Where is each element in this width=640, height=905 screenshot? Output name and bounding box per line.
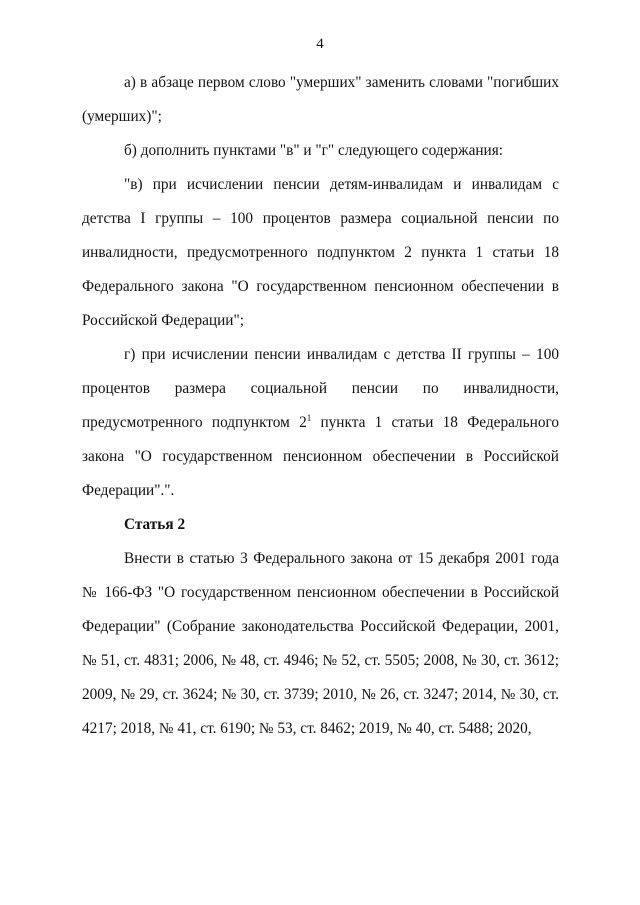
paragraph-v: "в) при исчислении пенсии детям-инвалидам и инвалидам с детства I группы – 100 процентов размера социальной пенсии по инвалидности, предусмотренного подпунктом 2 пункта 1 статьи 18 Федерального закона "О государственном пенсионном обеспечении в Российской Федерации"; [82,176,559,329]
article-heading: Статья 2 [124,516,186,533]
superscript-1: 1 [306,412,312,423]
paragraph-a: а) в абзаце первом слово "умерших" заменить словами "погибших (умерших)"; [82,74,559,125]
paragraph-g-text-1: г) при исчислении пенсии инвалидам с детства II группы – 100 процентов размера социальной пенсии по инвалидности, предусмотренного подпунктом 2 [82,346,559,431]
paragraph-g [82,338,559,508]
article-text: Внести в статью 3 Федерального закона от 15 декабря 2001 года № 166-ФЗ "О государственном пенсионном обеспечении в Российской Федерации" (Собрание законодательства Российской Федерации, 2001, № 51, ст. 4831; 2006, № 48, ст. 4946; № 52, ст. 5505; 2008, № 30, ст. 3612; 2009, № 29, ст. 3624; № 30, ст. 3739; 2010, № 26, ст. 3247; 2014, № 30, ст. 4217; 2018, № 41, ст. 6190; № 53, ст. 8462; 2019, № 40, ст. 5488; 2020, [82,550,559,737]
document-body [82,66,559,746]
paragraph-g-text-2: пункта 1 статьи 18 Федерального закона "О государственном пенсионном обеспечении в Российской Федерации".". [82,414,560,499]
paragraph-b: б) дополнить пунктами "в" и "г" следующего содержания: [124,142,504,159]
page-number: 4 [316,36,324,52]
